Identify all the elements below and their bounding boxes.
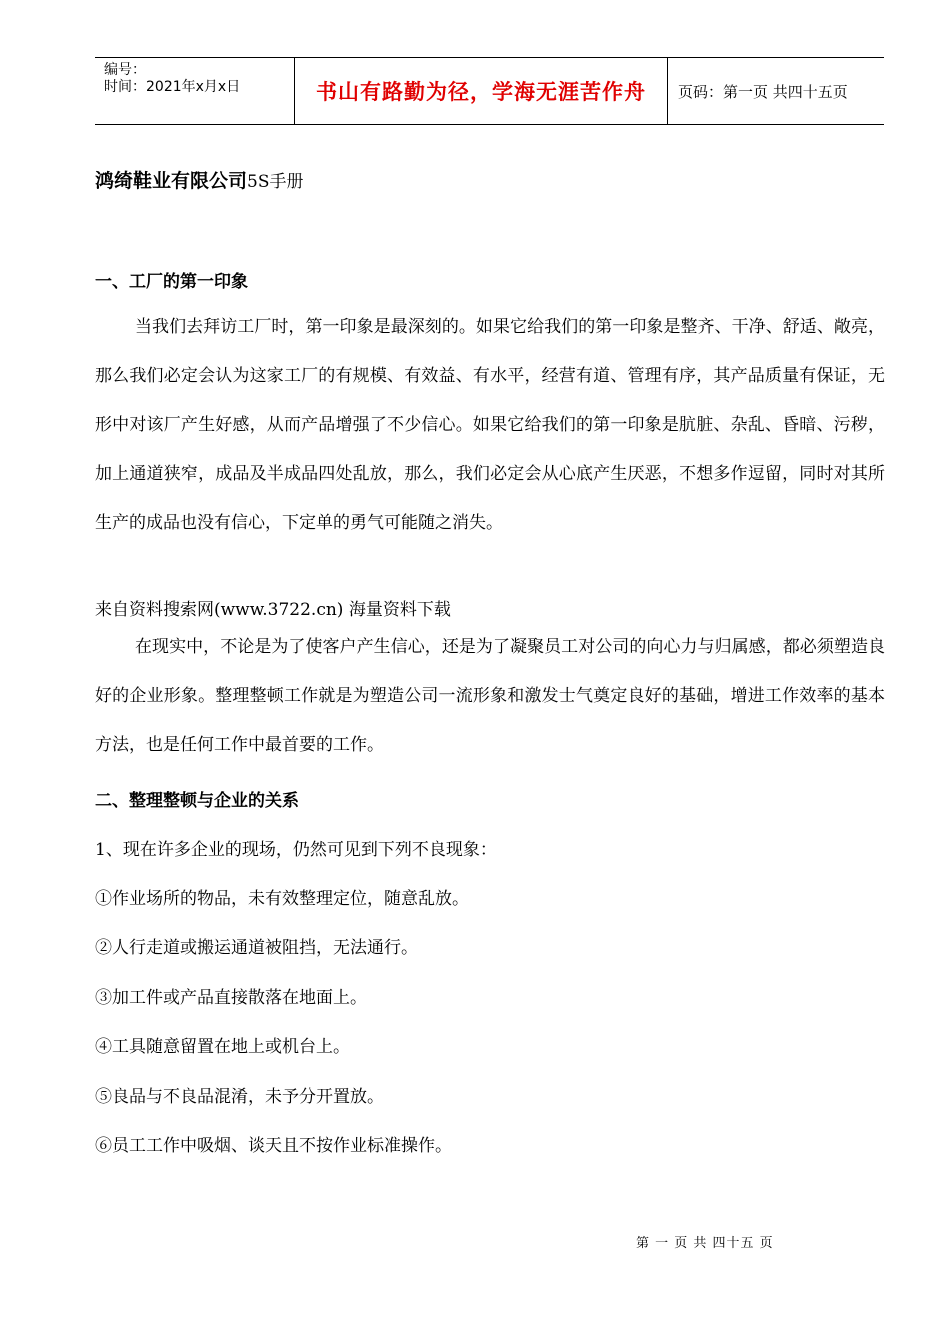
list-item: ⑤良品与不良品混淆，未予分开置放。: [95, 1087, 384, 1107]
section1-paragraph2: 在现实中，不论是为了使客户产生信心，还是为了凝聚员工对公司的向心力与归属感，都必须塑造良好的企业形象。整理整顿工作就是为塑造公司一流形象和激发士气奠定良好的基础，增进工作效率的基本方法，也是任何工作中最首要的工作。: [95, 637, 885, 755]
list-item: ④工具随意留置在地上或机台上。: [95, 1037, 350, 1057]
section2-heading: 二、整理整顿与企业的关系: [95, 791, 299, 811]
document-title: [95, 166, 303, 193]
section2-intro: 1、现在许多企业的现场，仍然可见到下列不良现象：: [95, 840, 497, 860]
list-item: ②人行走道或搬运通道被阻挡，无法通行。: [95, 938, 418, 958]
header-motto-cell: [295, 58, 668, 124]
time-label: 时间：2021年x月x日: [104, 79, 241, 95]
header-table: [95, 57, 884, 125]
number-label: 编号：: [104, 62, 146, 78]
header-page-cell: [668, 58, 884, 124]
list-item: ③加工件或产品直接散落在地面上。: [95, 988, 367, 1008]
document-title-main: 鸿绮鞋业有限公司: [95, 170, 248, 192]
motto-text: 书山有路勤为径，学海无涯苦作舟: [316, 80, 646, 104]
header-info-cell: [95, 58, 295, 124]
page-label: 页码：第一页 共四十五页: [678, 82, 848, 101]
list-item: ①作业场所的物品，未有效整理定位，随意乱放。: [95, 889, 469, 909]
footer-page-number: 第 一 页 共 四十五 页: [636, 1236, 774, 1251]
section1-heading: 一、工厂的第一印象: [95, 272, 248, 292]
source-note: 来自资料搜索网(www.3722.cn) 海量资料下载: [95, 600, 451, 620]
list-item: ⑥员工工作中吸烟、谈天且不按作业标准操作。: [95, 1136, 452, 1156]
document-title-suffix: 5S手册: [247, 172, 304, 192]
section1-paragraph1: 当我们去拜访工厂时，第一印象是最深刻的。如果它给我们的第一印象是整齐、干净、舒适、敞亮，那么我们必定会认为这家工厂的有规模、有效益、有水平，经营有道、管理有序，其产品质量有保证，无形中对该厂产生好感，从而产品增强了不少信心。如果它给我们的第一印象是肮脏、杂乱、昏暗、污秽，加上通道狭窄，成品及半成品四处乱放，那么，我们必定会从心底产生厌恶，不想多作逗留，同时对其所生产的成品也没有信心，下定单的勇气可能随之消失。: [95, 317, 885, 533]
